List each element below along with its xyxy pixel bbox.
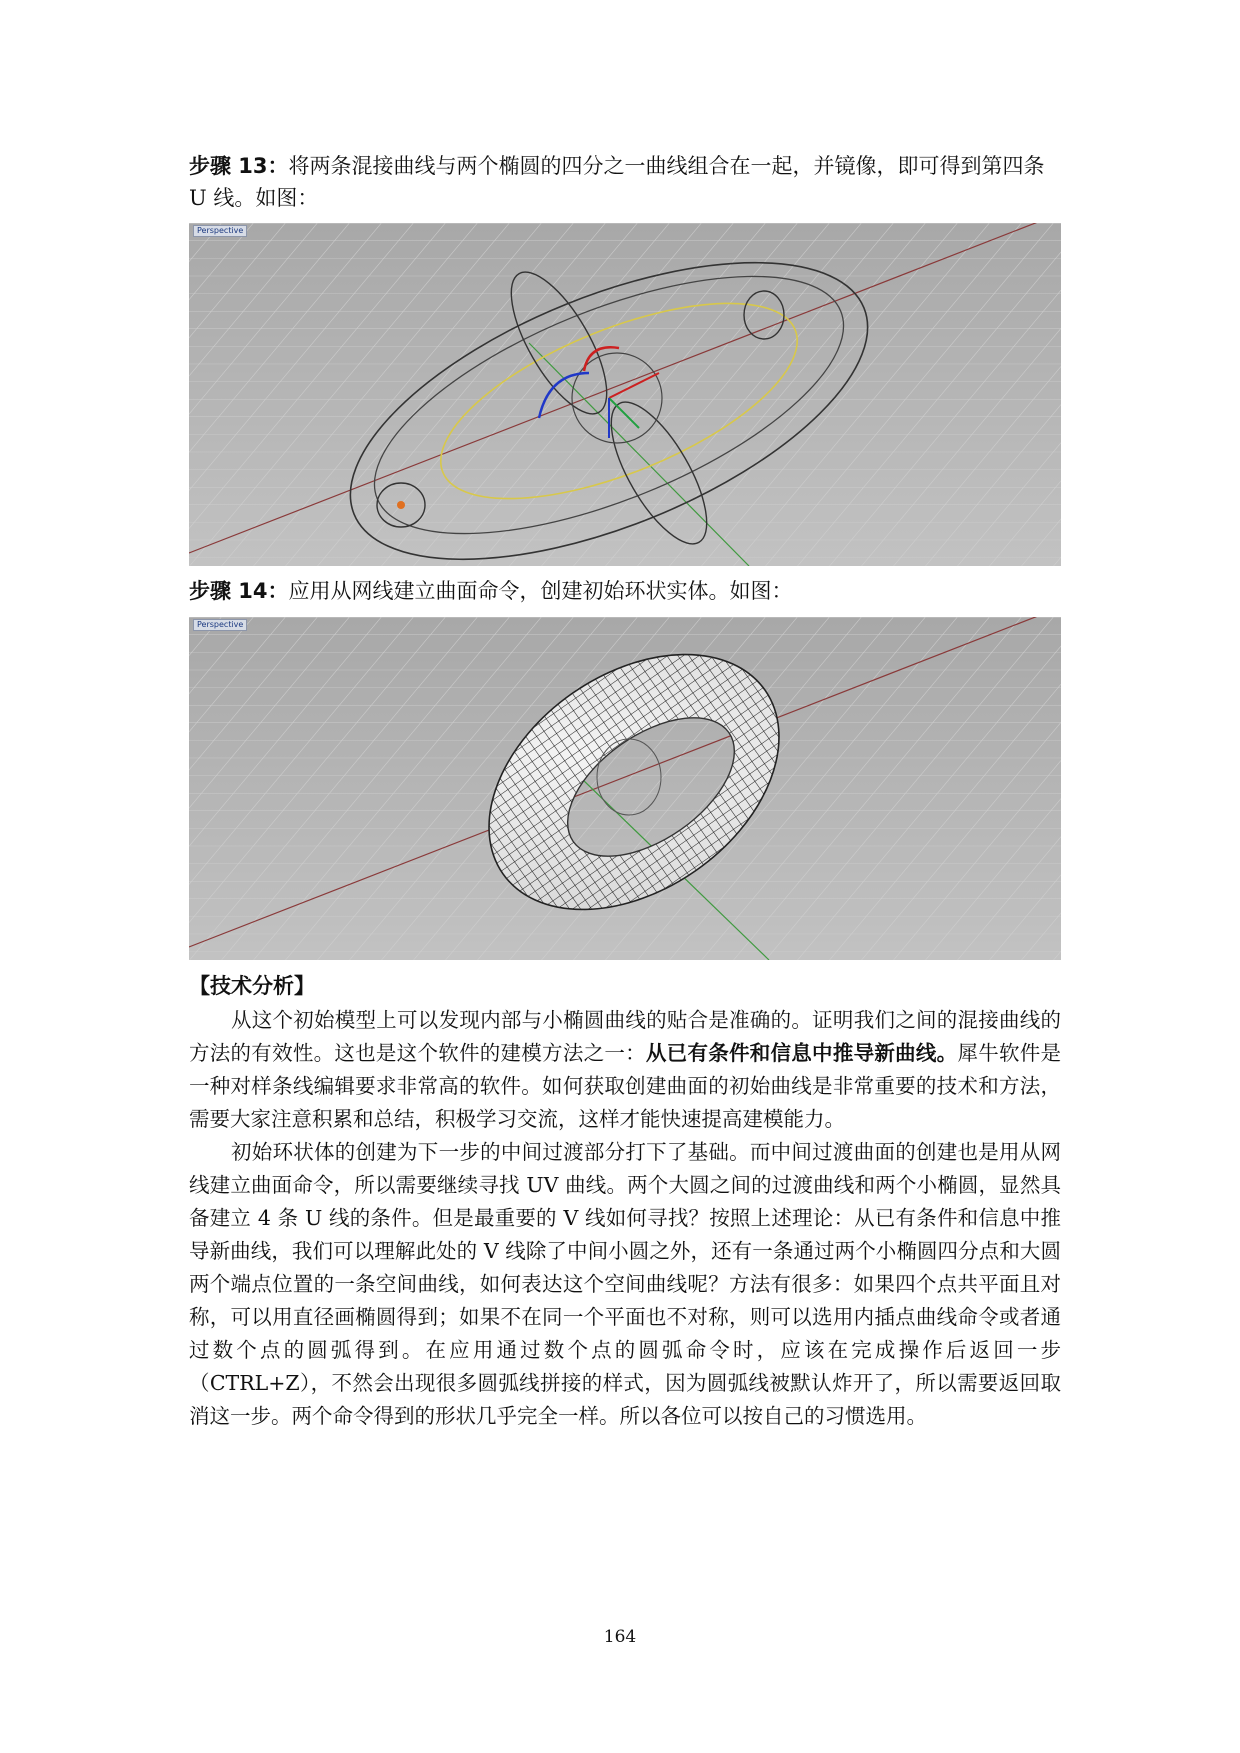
analysis-paragraph-1	[189, 1004, 1061, 1136]
analysis-p1-emphasis: 从已有条件和信息中推导新曲线。	[645, 1041, 958, 1065]
page-number: 164	[603, 1627, 637, 1647]
viewport-label[interactable]: Perspective	[193, 619, 247, 631]
figure-surface-viewport	[189, 617, 1061, 960]
torus-surface	[189, 617, 1061, 960]
endpoint-marker	[397, 501, 405, 509]
section-heading: 【技术分析】	[189, 974, 315, 998]
figure-wireframe-viewport	[189, 223, 1061, 566]
analysis-p1-part-a: 从这个初始模型上可以发现内部与小椭圆曲线的贴合是准确的。证明我们之间的混接曲线的方法的有效性。这也是这个软件的建模方法之一：	[189, 1008, 1061, 1065]
viewport-label[interactable]: Perspective	[193, 225, 247, 237]
step14-label: 步骤 14：	[189, 579, 289, 603]
step13-label: 步骤 13：	[189, 154, 289, 178]
wireframe-figure	[189, 223, 1061, 566]
surface-figure	[189, 617, 1061, 960]
analysis-p1-part-b: 犀牛软件是一种对样条线编辑要求非常高的软件。如何获取创建曲面的初始曲线是非常重要的技术和方法，需要大家注意积累和总结，积极学习交流，这样才能快速提高建模能力。	[189, 1041, 1062, 1131]
step13-text: 将两条混接曲线与两个椭圆的四分之一曲线组合在一起，并镜像，即可得到第四条 U 线。如图：	[189, 154, 1045, 210]
analysis-paragraph-2: 初始环状体的创建为下一步的中间过渡部分打下了基础。而中间过渡曲面的创建也是用从网线建立曲面命令，所以需要继续寻找 UV 曲线。两个大圆之间的过渡曲线和两个小椭圆，显然具备建立 4 条 U 线的条件。但是最重要的 V 线如何寻找？按照上述理论：从已有条件和信息中推导新曲线，我们可以理解此处的 V 线除了中间小圆之外，还有一条通过两个小椭圆四分点和大圆两个端点位置的一条空间曲线，如何表达这个空间曲线呢？方法有很多：如果四个点共平面且对称，可以用直径画椭圆得到；如果不在同一个平面也不对称，则可以选用内插点曲线命令或者通过数个点的圆弧得到。在应用通过数个点的圆弧命令时，应该在完成操作后返回一步（CTRL+Z），不然会出现很多圆弧线拼接的样式，因为圆弧线被默认炸开了，所以需要返回取消这一步。两个命令得到的形状几乎完全一样。所以各位可以按自己的习惯选用。	[189, 1140, 1061, 1428]
step13-paragraph	[189, 150, 1061, 214]
step14-paragraph	[189, 575, 1061, 607]
step14-text: 应用从网线建立曲面命令，创建初始环状实体。如图：	[288, 579, 793, 603]
grid-plane	[189, 223, 1061, 566]
